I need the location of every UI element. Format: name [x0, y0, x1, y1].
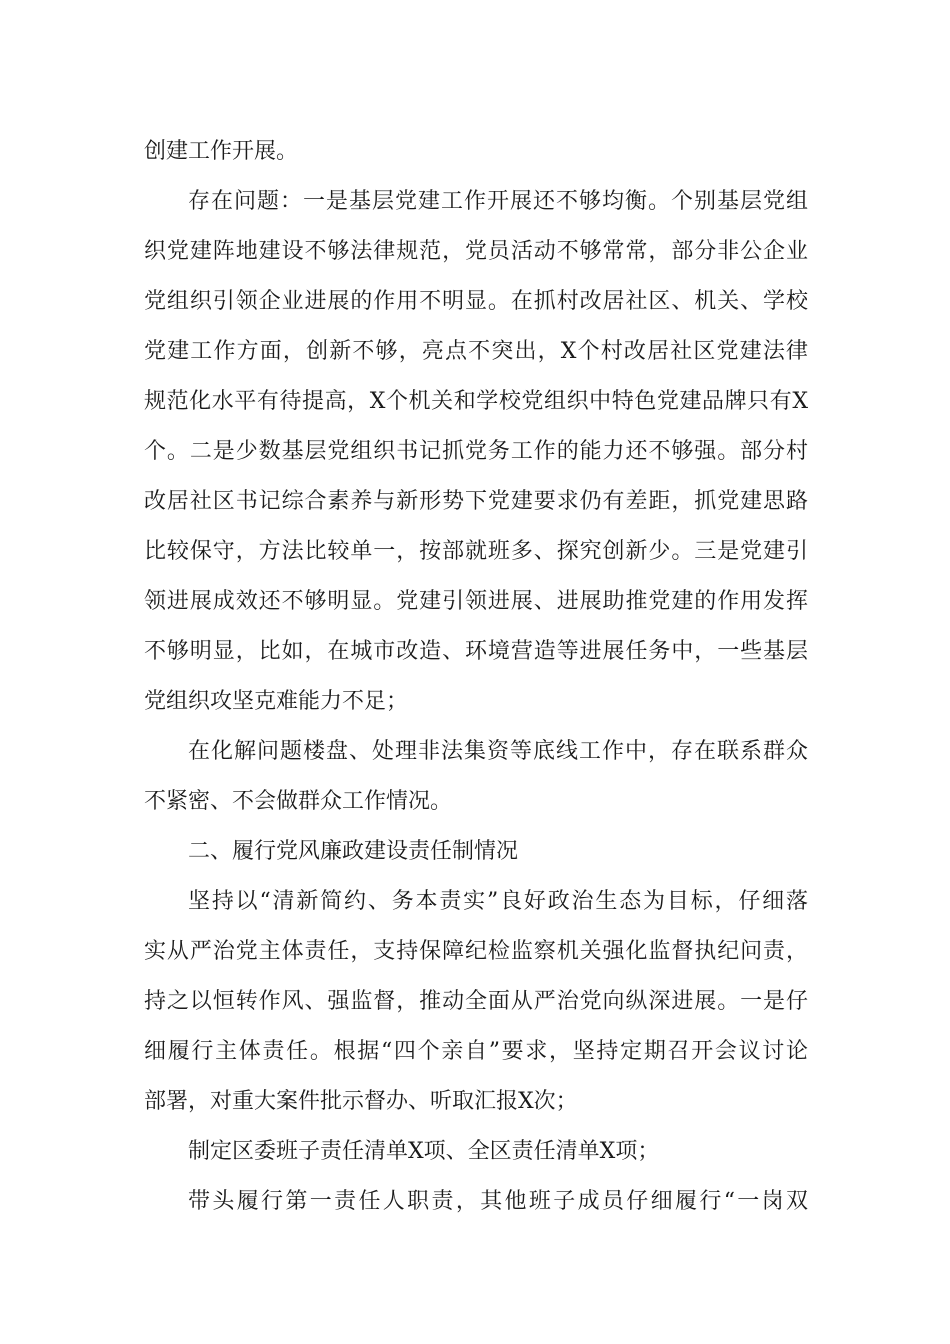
text-line: 个。二是少数基层党组织书记抓党务工作的能力还不够强。部分村 [144, 439, 808, 464]
section-heading: 二、履行党风廉政建设责任制情况 [188, 839, 519, 864]
paragraph-first-line: 坚持以“清新简约、务本责实”良好政治生态为目标，仔细落 [188, 889, 808, 914]
text-line: 创建工作开展。 [144, 139, 299, 164]
paragraph-first-line: 存在问题：一是基层党建工作开展还不够均衡。个别基层党组 [188, 189, 808, 214]
text-line: 比较保守，方法比较单一，按部就班多、探究创新少。三是党建引 [144, 539, 808, 564]
text-line: 不紧密、不会做群众工作情况。 [144, 789, 453, 814]
text-line: 领进展成效还不够明显。党建引领进展、进展助推党建的作用发挥 [144, 589, 808, 614]
paragraph-first-line: 制定区委班子责任清单X项、全区责任清单X项； [188, 1139, 660, 1164]
text-line: 部署，对重大案件批示督办、听取汇报X次； [144, 1089, 578, 1114]
paragraph-first-line: 在化解问题楼盘、处理非法集资等底线工作中，存在联系群众 [188, 739, 808, 764]
text-line: 不够明显，比如，在城市改造、环境营造等进展任务中，一些基层 [144, 639, 808, 664]
text-line: 持之以恒转作风、强监督，推动全面从严治党向纵深进展。一是仔 [144, 989, 808, 1014]
text-line: 党建工作方面，创新不够，亮点不突出，X个村改居社区党建法律 [144, 339, 808, 364]
text-line: 党组织引领企业进展的作用不明显。在抓村改居社区、机关、学校 [144, 289, 808, 314]
text-line: 改居社区书记综合素养与新形势下党建要求仍有差距，抓党建思路 [144, 489, 808, 514]
text-line: 实从严治党主体责任，支持保障纪检监察机关强化监督执纪问责， [144, 939, 808, 964]
text-line: 党组织攻坚克难能力不足； [144, 689, 409, 714]
text-line: 细履行主体责任。根据“四个亲自”要求，坚持定期召开会议讨论 [144, 1039, 808, 1064]
paragraph-first-line: 带头履行第一责任人职责，其他班子成员仔细履行“一岗双 [188, 1189, 808, 1214]
text-line: 织党建阵地建设不够法律规范，党员活动不够常常，部分非公企业 [144, 239, 808, 264]
text-line: 规范化水平有待提高，X个机关和学校党组织中特色党建品牌只有X [144, 389, 808, 414]
